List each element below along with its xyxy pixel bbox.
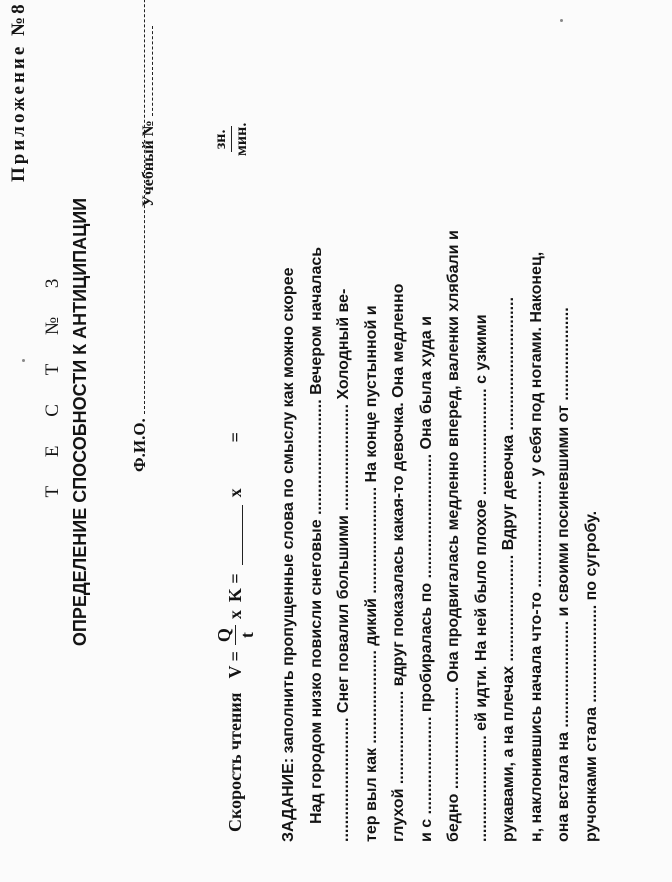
- unit-fraction: [212, 117, 250, 162]
- task-line: ручонками стала ...................... по сугробу.: [582, 510, 600, 842]
- speed-label: Скорость чтения: [225, 692, 245, 832]
- scan-speck: [560, 19, 563, 22]
- speed-k: K =: [225, 573, 245, 603]
- test-subtitle: ОПРЕДЕЛЕНИЕ СПОСОБНОСТИ К АНТИЦИПАЦИИ: [70, 197, 90, 647]
- task-instruction: заполнить пропущенные слова по смыслу как можно скорее: [280, 267, 297, 754]
- speed-v: V =: [225, 651, 245, 679]
- fio-label: Ф.И.О.: [130, 418, 149, 472]
- scan-speck: [22, 359, 25, 362]
- task-line: ........................ ей идти. На ней было плохое ........................ с узкими: [472, 314, 490, 842]
- appendix-label: Приложение №8: [8, 1, 29, 182]
- unit-denominator: мин.: [233, 122, 250, 156]
- task-line: тер выл как ..................... дикий ........................ На конце пустынной и: [362, 305, 380, 842]
- k-blank[interactable]: [228, 505, 243, 565]
- task-line: глухой ..................... вдруг показалась какая-то девочка. Она медленно: [390, 283, 407, 842]
- task-line: Над городом низко повисли снеговые .......................... Вечером началась: [307, 246, 325, 824]
- fraction-numerator: Q: [215, 625, 236, 645]
- times-x: х: [225, 488, 245, 498]
- task-heading: [275, 82, 303, 842]
- task-label: ЗАДАНИЕ:: [280, 757, 297, 842]
- q-over-t-fraction: [215, 625, 256, 645]
- task-line: бедно ....................... Она продвигалась медленно вперед, валенки хлябали и: [445, 230, 462, 842]
- student-number-field[interactable]: [140, 26, 158, 207]
- task-line: она встала на ........................ и своими посиневшими от .....................: [555, 307, 572, 842]
- task-line: н, наклонившись начала что-то ........................ у себя под ногами. Наконец,: [527, 251, 545, 842]
- reading-speed-formula: [215, 432, 256, 832]
- task-line: и с ...................... пробиралась по ............................ Она была худа и: [417, 316, 435, 842]
- task-block: [275, 82, 605, 842]
- student-number-line[interactable]: [152, 26, 153, 116]
- task-line: рукавами, а на плечах ........................ Вдруг девочка ..............................: [500, 297, 517, 842]
- task-line: ............................ Снег повалил большими ........................ Холодный ве-: [335, 288, 352, 842]
- unit-numerator: зн.: [213, 127, 232, 153]
- times-sign: х: [225, 610, 245, 620]
- test-title: Т Е С Т № 3: [42, 266, 63, 498]
- student-number-label: Учебный №: [140, 120, 157, 207]
- equals-sign: =: [225, 432, 245, 443]
- fraction-denominator: t: [237, 632, 257, 639]
